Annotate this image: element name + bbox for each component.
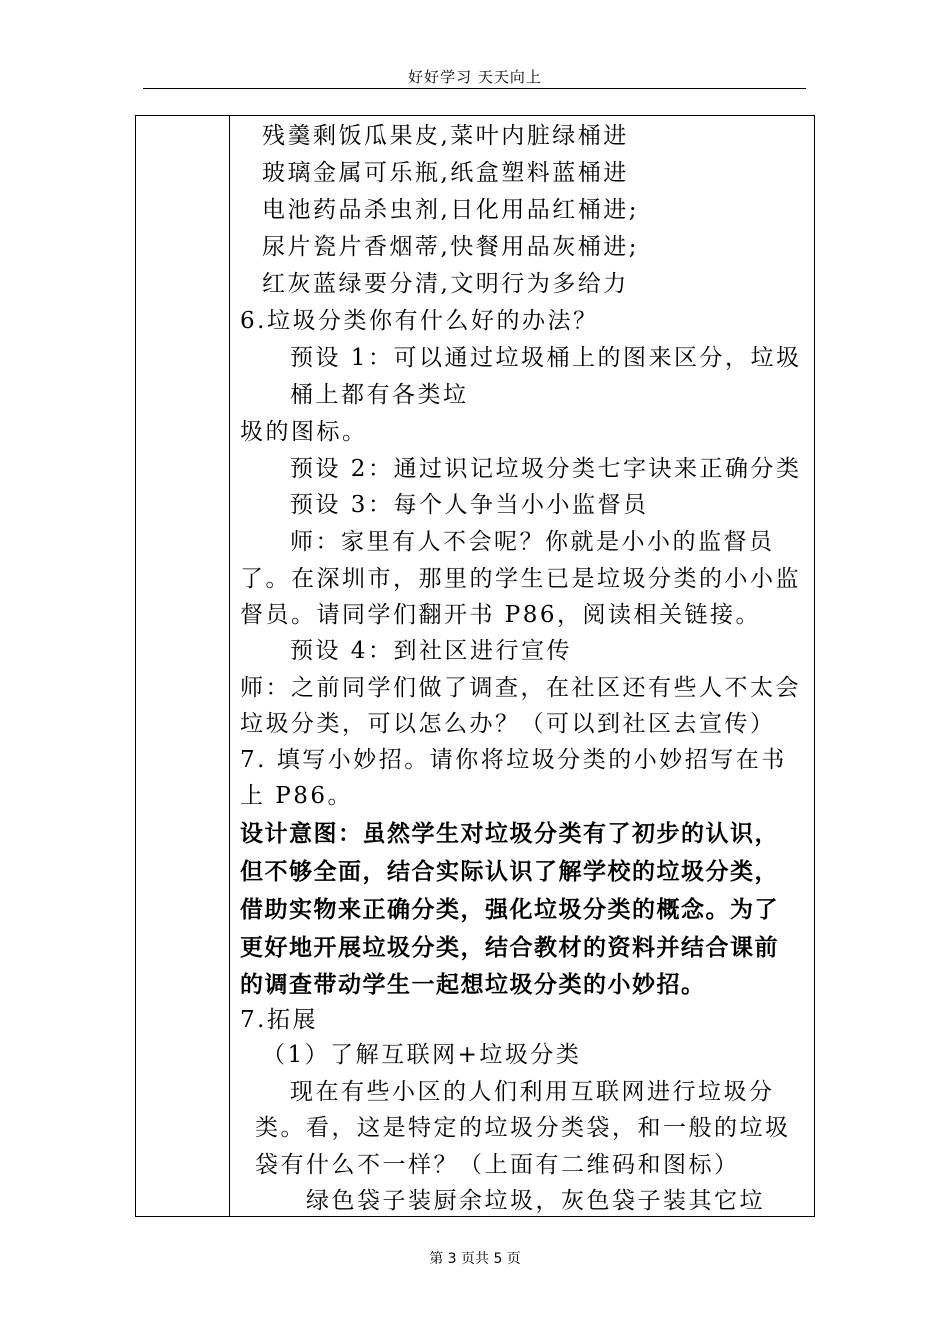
design-intent-line: 但不够全面，结合实际认识了解学校的垃圾分类， (240, 858, 779, 885)
text-line: 绿色袋子装厨余垃圾，灰色袋子装其它垃 (306, 1188, 765, 1214)
text-line: 上 P86。 (240, 783, 354, 809)
text-line: 尿片瓷片香烟蒂,快餐用品灰桶进; (262, 234, 640, 260)
text-line: 类。看，这是特定的垃圾分类袋，和一般的垃圾 (255, 1115, 791, 1141)
text-line: 垃圾分类，可以怎么办？（可以到社区去宣传） (240, 711, 776, 737)
text-line: 预设 2：通过识记垃圾分类七字诀来正确分类 (290, 456, 802, 482)
text-line: 师：家里有人不会呢？你就是小小的监督员 (290, 529, 775, 555)
page-header: 好好学习 天天向上 (408, 68, 542, 86)
text-line: 预设 3：每个人争当小小监督员 (290, 492, 649, 518)
design-intent-line: 设计意图：虽然学生对垃圾分类有了初步的认识， (240, 820, 779, 847)
text-line: 了。在深圳市，那里的学生已是垃圾分类的小小监 (240, 566, 801, 592)
text-line: 玻璃金属可乐瓶,纸盒塑料蓝桶进 (262, 160, 629, 186)
text-line: 圾的图标。 (240, 419, 368, 445)
text-line: 预设 4：到社区进行宣传 (290, 638, 572, 664)
text-line: 6.垃圾分类你有什么好的办法？ (240, 308, 599, 334)
text-line: 桶上都有各类垃 (290, 382, 469, 408)
header-rule (143, 88, 806, 89)
text-line: （1）了解互联网+垃圾分类 (262, 1042, 582, 1068)
design-intent-line: 的调查带动学生一起想垃圾分类的小妙招。 (240, 971, 706, 998)
text-line: 师：之前同学们做了调查，在社区还有些人不太会 (240, 675, 801, 701)
text-line: 督员。请同学们翻开书 P86，阅读相关链接。 (240, 602, 762, 628)
text-line: 7.拓展 (240, 1007, 318, 1033)
text-line: 残羹剩饭瓜果皮,菜叶内脏绿桶进 (262, 123, 629, 149)
text-line: 7. 填写小妙招。请你将垃圾分类的小妙招写在书 (240, 747, 787, 773)
design-intent-line: 更好地开展垃圾分类，结合教材的资料并结合课前 (240, 934, 779, 961)
text-line: 现在有些小区的人们利用互联网进行垃圾分 (290, 1079, 775, 1105)
text-line: 电池药品杀虫剂,日化用品红桶进; (262, 197, 640, 223)
table-column-divider (229, 115, 230, 1217)
text-line: 红灰蓝绿要分清,文明行为多给力 (262, 271, 629, 297)
text-line: 预设 1：可以通过垃圾桶上的图来区分，垃圾 (290, 345, 802, 371)
text-line: 袋有什么不一样？（上面有二维码和图标） (255, 1152, 740, 1178)
page-footer: 第 3 页共 5 页 (429, 1251, 521, 1267)
design-intent-line: 借助实物来正确分类，强化垃圾分类的概念。为了 (240, 896, 779, 923)
